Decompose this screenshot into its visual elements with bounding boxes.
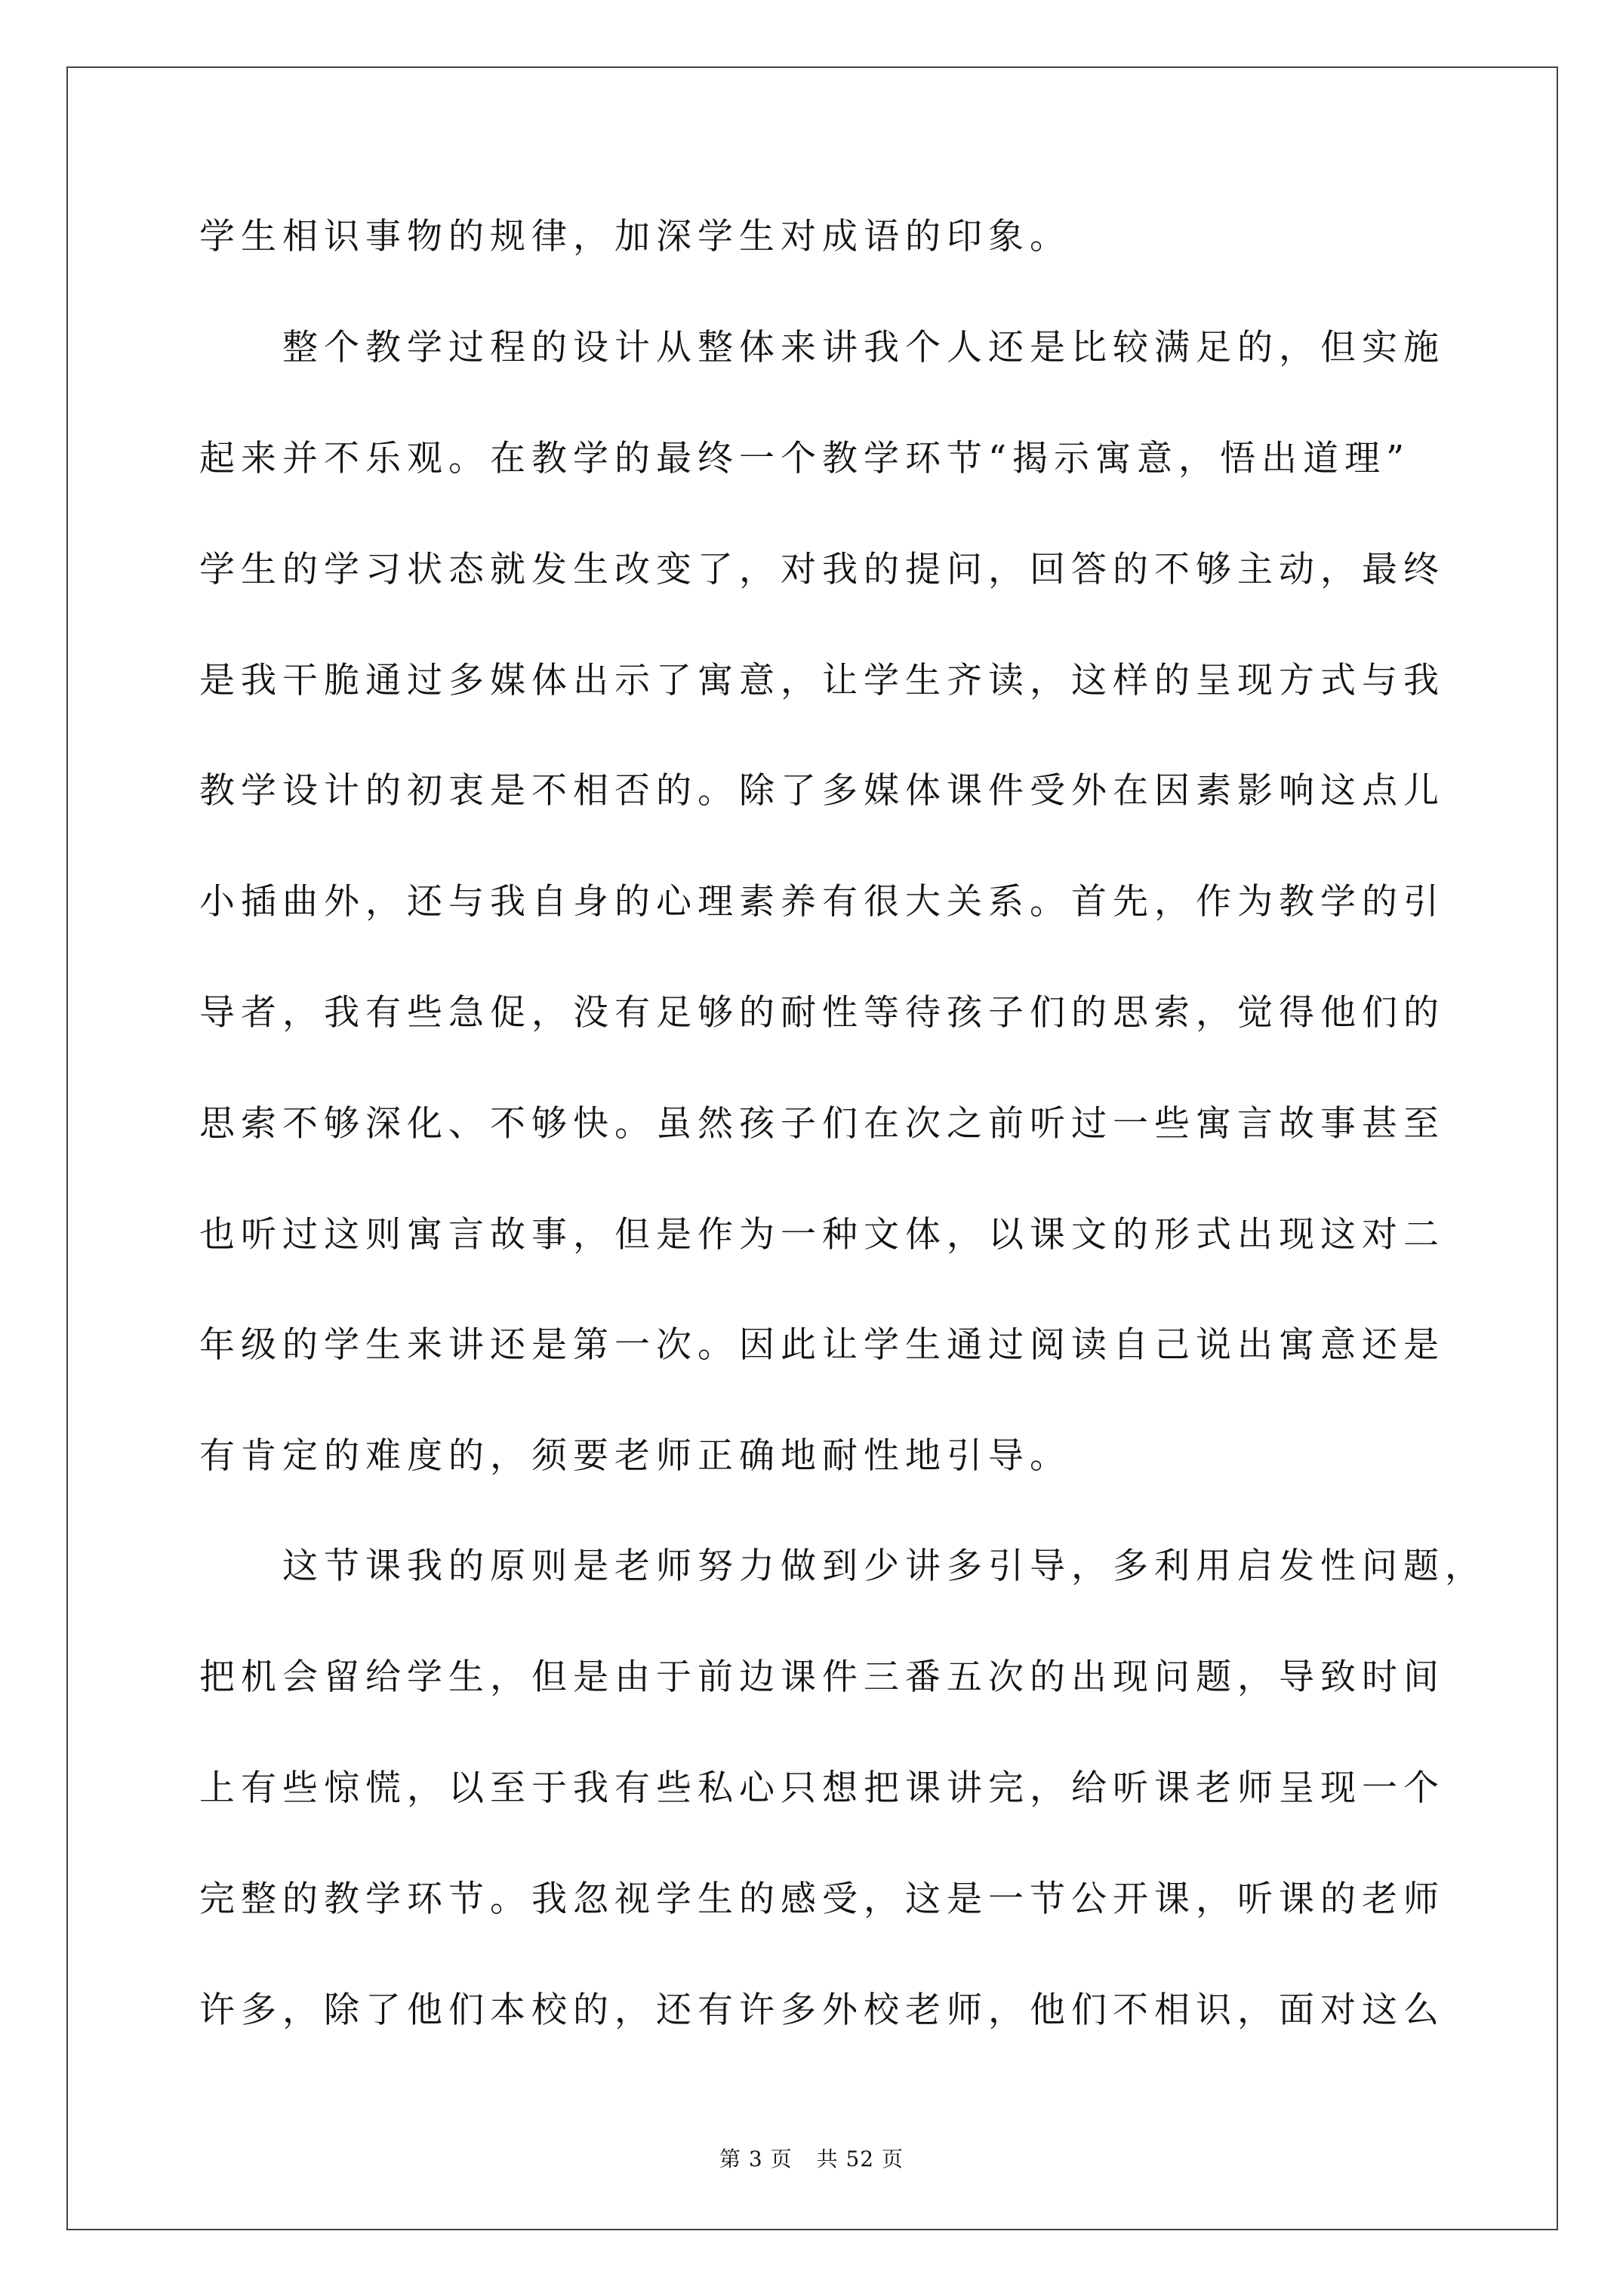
text-line: 整个教学过程的设计从整体来讲我个人还是比较满足的，但实施 [199, 327, 1445, 368]
text-line: 也听过这则寓言故事，但是作为一种文体，以课文的形式出现这对二 [199, 1214, 1445, 1256]
page-total: 共 52 页 [816, 2147, 904, 2171]
page-footer [0, 2146, 1623, 2173]
text-line: 许多，除了他们本校的，还有许多外校老师，他们不相识，面对这么 [199, 1989, 1445, 2031]
text-line: 把机会留给学生，但是由于前边课件三番五次的出现问题，导致时间 [199, 1657, 1445, 1698]
text-line: 学生的学习状态就发生改变了，对我的提问，回答的不够主动，最终 [199, 549, 1445, 590]
text-line: 有肯定的难度的，须要老师正确地耐性地引导。 [199, 1435, 1071, 1477]
text-line: 导者，我有些急促，没有足够的耐性等待孩子们的思索，觉得他们的 [199, 992, 1445, 1034]
page-number: 第 3 页 [719, 2147, 793, 2171]
text-line: 是我干脆通过多媒体出示了寓意，让学生齐读，这样的呈现方式与我 [199, 660, 1445, 701]
text-line: 起来并不乐观。在教学的最终一个教学环节“揭示寓意，悟出道理” [199, 438, 1411, 479]
text-line: 上有些惊慌，以至于我有些私心只想把课讲完，给听课老师呈现一个 [199, 1767, 1445, 1809]
text-line: 这节课我的原则是老师努力做到少讲多引导，多利用启发性问题， [199, 1546, 1486, 1587]
text-line: 完整的教学环节。我忽视学生的感受，这是一节公开课，听课的老师 [199, 1878, 1445, 1920]
text-line: 学生相识事物的规律，加深学生对成语的印象。 [199, 216, 1071, 257]
text-line: 年级的学生来讲还是第一次。因此让学生通过阅读自己说出寓意还是 [199, 1324, 1445, 1366]
text-line: 教学设计的初衷是不相否的。除了多媒体课件受外在因素影响这点儿 [199, 770, 1445, 812]
text-line: 小插曲外，还与我自身的心理素养有很大关系。首先，作为教学的引 [199, 881, 1445, 923]
text-line: 思索不够深化、不够快。虽然孩子们在次之前听过一些寓言故事甚至 [199, 1103, 1445, 1145]
